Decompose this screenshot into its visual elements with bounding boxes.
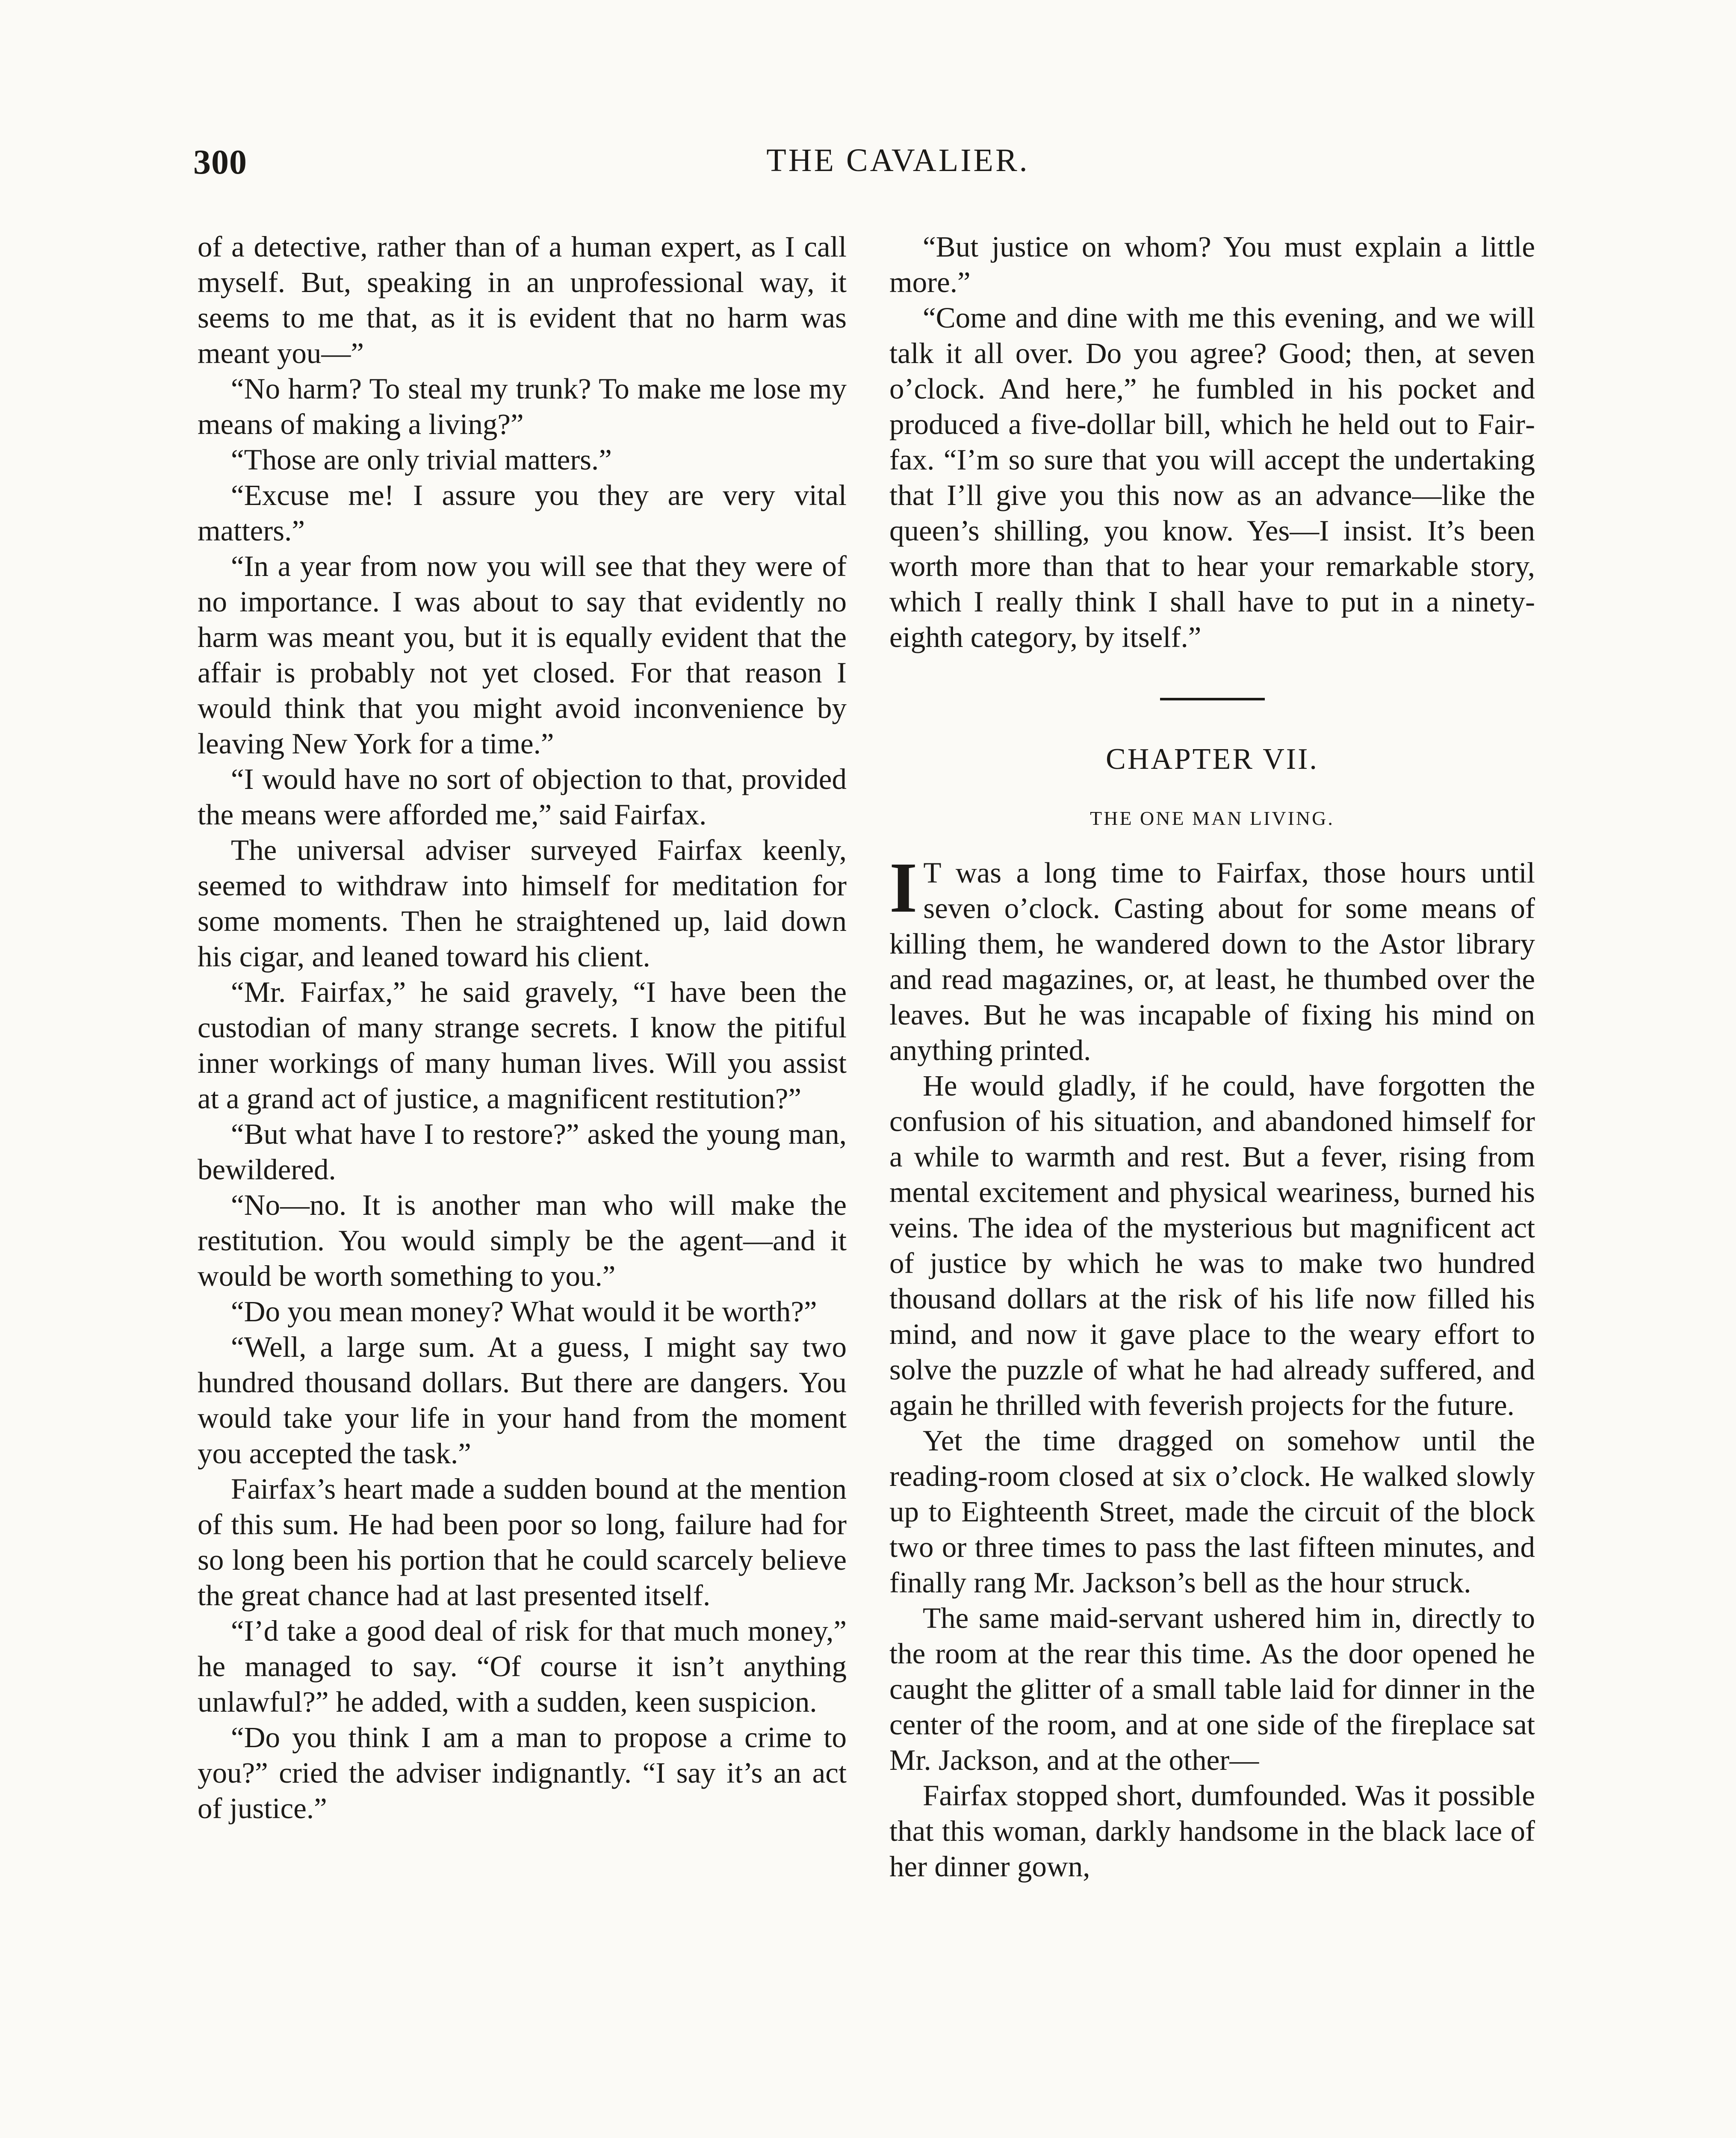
right-column: [889, 229, 1535, 1884]
paragraph: Fairfax stopped short, dumfounded. Was it possible that this woman, darkly handsome in the black lace of her dinner gown,: [889, 1779, 1535, 1883]
paragraph: “Well, a large sum. At a guess, I might say two hundred thousand dollars. But there are dangers. You would take your life in your hand from the moment you accepted the task.”: [198, 1331, 847, 1470]
paragraph: Fairfax’s heart made a sudden bound at the mention of this sum. He had been poor so long, failure had for so long been his portion that he could scarcely believe the great chance had at last presented itself.: [198, 1473, 847, 1612]
paragraph: of a detective, rather than of a human expert, as I call myself. But, speaking in an unprofessional way, it seems to me that, as it is evident that no harm was meant you—”: [198, 230, 847, 369]
paragraph: “Excuse me! I assure you they are very vital matters.”: [198, 479, 847, 547]
paragraph: “But justice on whom? You must explain a little more.”: [889, 230, 1535, 298]
paragraph: “Do you think I am a man to propose a crime to you?” cried the adviser indignantly. “I say it’s an act of justice.”: [198, 1721, 847, 1825]
running-head: THE CAVALIER.: [766, 142, 1030, 178]
paragraph: “I would have no sort of objection to that, provided the means were afforded me,” said Fairfax.: [198, 763, 847, 831]
paragraph: “Those are only trivial matters.”: [231, 443, 612, 476]
section-divider: [1160, 698, 1265, 700]
paragraph: “Come and dine with me this evening, and we will talk it all over. Do you agree? Good; then, at seven o’clock. And here,” he fumbled in his pocket and produced a five-dollar bill, which he held out to Fairfax. “I’m so sure that you will accept the undertaking that I’ll give you this now as an advance—like the queen’s shilling, you know. Yes—I insist. It’s been worth more than that to hear your remarkable story, which I really think I shall have to put in a ninety-eighth category, by itself.”: [889, 301, 1535, 653]
page-number: 300: [193, 142, 247, 181]
paragraph: Yet the time dragged on somehow until the reading-room closed at six o’clock. He walked slowly up to Eighteenth Street, made the circuit of the block two or three times to pass the last fifteen minutes, and finally rang Mr. Jackson’s bell as the hour struck.: [889, 1424, 1535, 1599]
paragraph: The same maid-servant ushered him in, directly to the room at the rear this time. As the door opened he caught the glitter of a small table laid for dinner in the center of the room, and at one side of the fireplace sat Mr. Jackson, and at the other—: [889, 1602, 1535, 1776]
drop-cap: I: [889, 848, 918, 927]
chapter-opening-paragraph: [889, 848, 1535, 1068]
paragraph: “Mr. Fairfax,” he said gravely, “I have been the custodian of many strange secrets. I know the pitiful inner workings of many human lives. Will you assist at a grand act of justice, a magnificent restitution?”: [198, 976, 847, 1115]
left-column: [198, 229, 847, 1826]
paragraph: “No harm? To steal my trunk? To make me lose my means of making a living?”: [198, 372, 847, 440]
chapter-subtitle: THE ONE MAN LIVING.: [1090, 807, 1334, 829]
chapter-title: CHAPTER VII.: [1106, 743, 1319, 776]
paragraph: He would gladly, if he could, have forgotten the confusion of his situation, and abandoned himself for a while to warmth and rest. But a fever, rising from mental excitement and physical weariness, burned his veins. The idea of the mysterious but magnificent act of justice by which he was to make two hundred thousand dollars at the risk of his life now filled his mind, and now it gave place to the weary effort to solve the puzzle of what he had already suffered, and again he thrilled with feverish projects for the future.: [889, 1069, 1535, 1421]
paragraph: “In a year from now you will see that they were of no importance. I was about to say that evidently no harm was meant you, but it is equally evident that the affair is probably not yet closed. For that reason I would think that you might avoid inconvenience by leaving New York for a time.”: [198, 550, 847, 760]
paragraph: The universal adviser surveyed Fairfax keenly, seemed to withdraw into himself for meditation for some moments. Then he straightened up, laid down his cigar, and leaned toward his client.: [198, 834, 847, 973]
paragraph: “Do you mean money? What would it be worth?”: [231, 1295, 817, 1328]
paragraph: “But what have I to restore?” asked the young man, bewildered.: [198, 1118, 847, 1186]
paragraph: “No—no. It is another man who will make the restitution. You would simply be the agent—and it would be worth something to you.”: [198, 1189, 847, 1292]
paragraph: “I’d take a good deal of risk for that much money,” he managed to say. “Of course it isn’t anything unlawful?” he added, with a sudden, keen suspicion.: [198, 1615, 847, 1718]
opening-text: T was a long time to Fairfax, those hours until seven o’clock. Casting about for some means of killing them, he wandered down to the Astor library and read magazines, or, at least, he thumbed over the leaves. But he was incapable of fixing his mind on anything printed.: [889, 856, 1535, 1066]
